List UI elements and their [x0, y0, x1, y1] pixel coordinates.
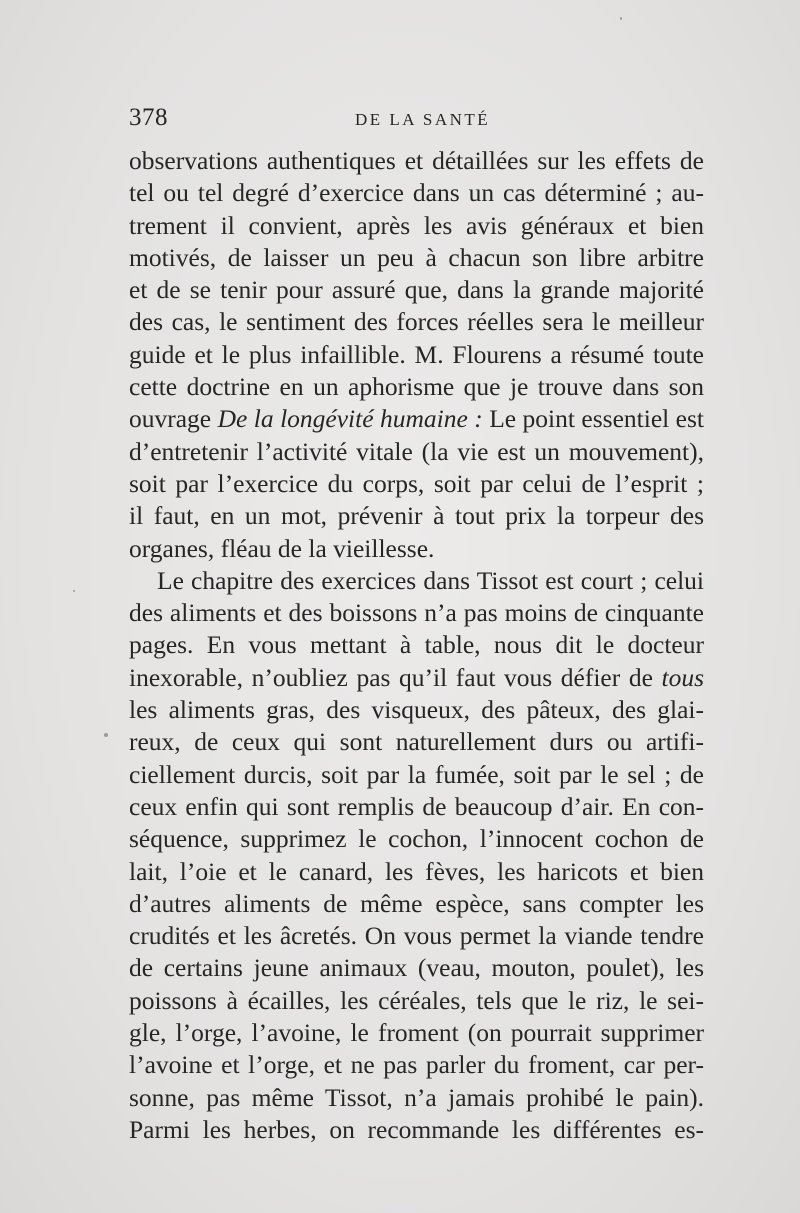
- text-line: [129, 145, 704, 177]
- text-run: crudités et les âcretés. On vous permet la viande tendre: [129, 921, 704, 951]
- text-run: Le point essentiel est: [482, 404, 705, 434]
- text-run: inexorable, n’oubliez pas qu’il faut vous défier de: [129, 662, 662, 692]
- text-line: [129, 339, 704, 371]
- text-run: cette doctrine en un aphorisme que je trouve dans son: [129, 372, 704, 402]
- text-line: [129, 274, 704, 306]
- text-line: [129, 597, 704, 629]
- text-line: [129, 403, 704, 435]
- text-line: [129, 629, 704, 661]
- text-line: [129, 1114, 704, 1146]
- text-line: [129, 791, 704, 823]
- paper-speck: [104, 733, 108, 737]
- text-run: reux, de ceux qui sont naturellement durs ou artifi-: [129, 727, 704, 757]
- text-line: [129, 920, 704, 952]
- text-run: organes, fléau de la vieillesse.: [129, 533, 435, 563]
- text-run: d’autres aliments de même espèce, sans compter les: [129, 888, 704, 918]
- italic-text: De la longévité humaine :: [217, 404, 483, 434]
- text-line: [129, 759, 704, 791]
- text-run: Parmi les herbes, on recommande les différentes es-: [129, 1114, 704, 1144]
- text-line: [129, 823, 704, 855]
- text-line: [129, 500, 704, 532]
- running-title: DE LA SANTÉ: [355, 110, 491, 129]
- text-run: séquence, supprimez le cochon, l’innocent cochon de: [129, 824, 704, 854]
- text-run: de certains jeune animaux (veau, mouton, poulet), les: [129, 953, 704, 983]
- text-line: [129, 468, 704, 500]
- text-line: [129, 436, 704, 468]
- text-run: motivés, de laisser un peu à chacun son libre arbitre: [129, 242, 704, 272]
- body-text: [129, 145, 704, 1146]
- paragraph: [129, 565, 704, 1146]
- text-run: observations authentiques et détaillées sur les effets de: [129, 146, 704, 175]
- text-line: [129, 1082, 704, 1114]
- italic-text: tous: [661, 662, 704, 692]
- text-run: des aliments et des boissons n’a pas moins de cinquante: [129, 598, 704, 628]
- text-run: ceux enfin qui sont remplis de beaucoup d’air. En con-: [129, 791, 704, 821]
- text-run: poissons à écailles, les céréales, tels que le riz, le sei-: [129, 985, 704, 1015]
- text-run: des cas, le sentiment des forces réelles sera le meilleur: [129, 307, 704, 337]
- text-line: [129, 694, 704, 726]
- text-run: tel ou tel degré d’exercice dans un cas déterminé ; au-: [129, 178, 704, 208]
- paper-speck: [620, 17, 622, 20]
- text-run: Le chapitre des exercices dans Tissot est court ; celui: [157, 565, 704, 595]
- text-line: [129, 565, 704, 597]
- text-run: pages. En vous mettant à table, nous dit le docteur: [129, 630, 704, 660]
- paragraph: [129, 145, 704, 565]
- text-run: soit par l’exercice du corps, soit par celui de l’esprit ;: [129, 468, 704, 498]
- text-line: [129, 1017, 704, 1049]
- text-line: [129, 952, 704, 984]
- page-number: 378: [129, 104, 168, 131]
- text-line: [129, 242, 704, 274]
- text-run: trement il convient, après les avis généraux et bien: [129, 210, 704, 240]
- text-run: ciellement durcis, soit par la fumée, soit par le sel ; de: [129, 759, 704, 789]
- text-run: sonne, pas même Tissot, n’a jamais prohibé le pain).: [129, 1082, 704, 1112]
- text-run: il faut, en un mot, prévenir à tout prix la torpeur des: [129, 501, 704, 531]
- text-line: [129, 888, 704, 920]
- text-line: [129, 306, 704, 338]
- text-run: ouvrage: [129, 404, 218, 434]
- text-run: les aliments gras, des visqueux, des pâteux, des glai-: [129, 695, 704, 725]
- text-line: [129, 371, 704, 403]
- text-run: lait, l’oie et le canard, les fèves, les haricots et bien: [129, 856, 704, 886]
- text-line: [129, 856, 704, 888]
- text-line: [129, 985, 704, 1017]
- text-run: et de se tenir pour assuré que, dans la grande majorité: [129, 275, 704, 305]
- text-line: [129, 726, 704, 758]
- text-line: [129, 662, 704, 694]
- text-run: l’avoine et l’orge, et ne pas parler du froment, car per-: [129, 1050, 704, 1080]
- text-line: [129, 1049, 704, 1081]
- text-run: guide et le plus infaillible. M. Flourens a résumé toute: [129, 339, 704, 369]
- paper-speck: [73, 590, 75, 592]
- running-head: [129, 104, 705, 136]
- text-run: gle, l’orge, l’avoine, le froment (on pourrait supprimer: [129, 1018, 704, 1048]
- text-line: [129, 177, 704, 209]
- text-line: [129, 210, 704, 242]
- text-line: [129, 533, 704, 565]
- text-run: d’entretenir l’activité vitale (la vie est un mouvement),: [129, 436, 704, 466]
